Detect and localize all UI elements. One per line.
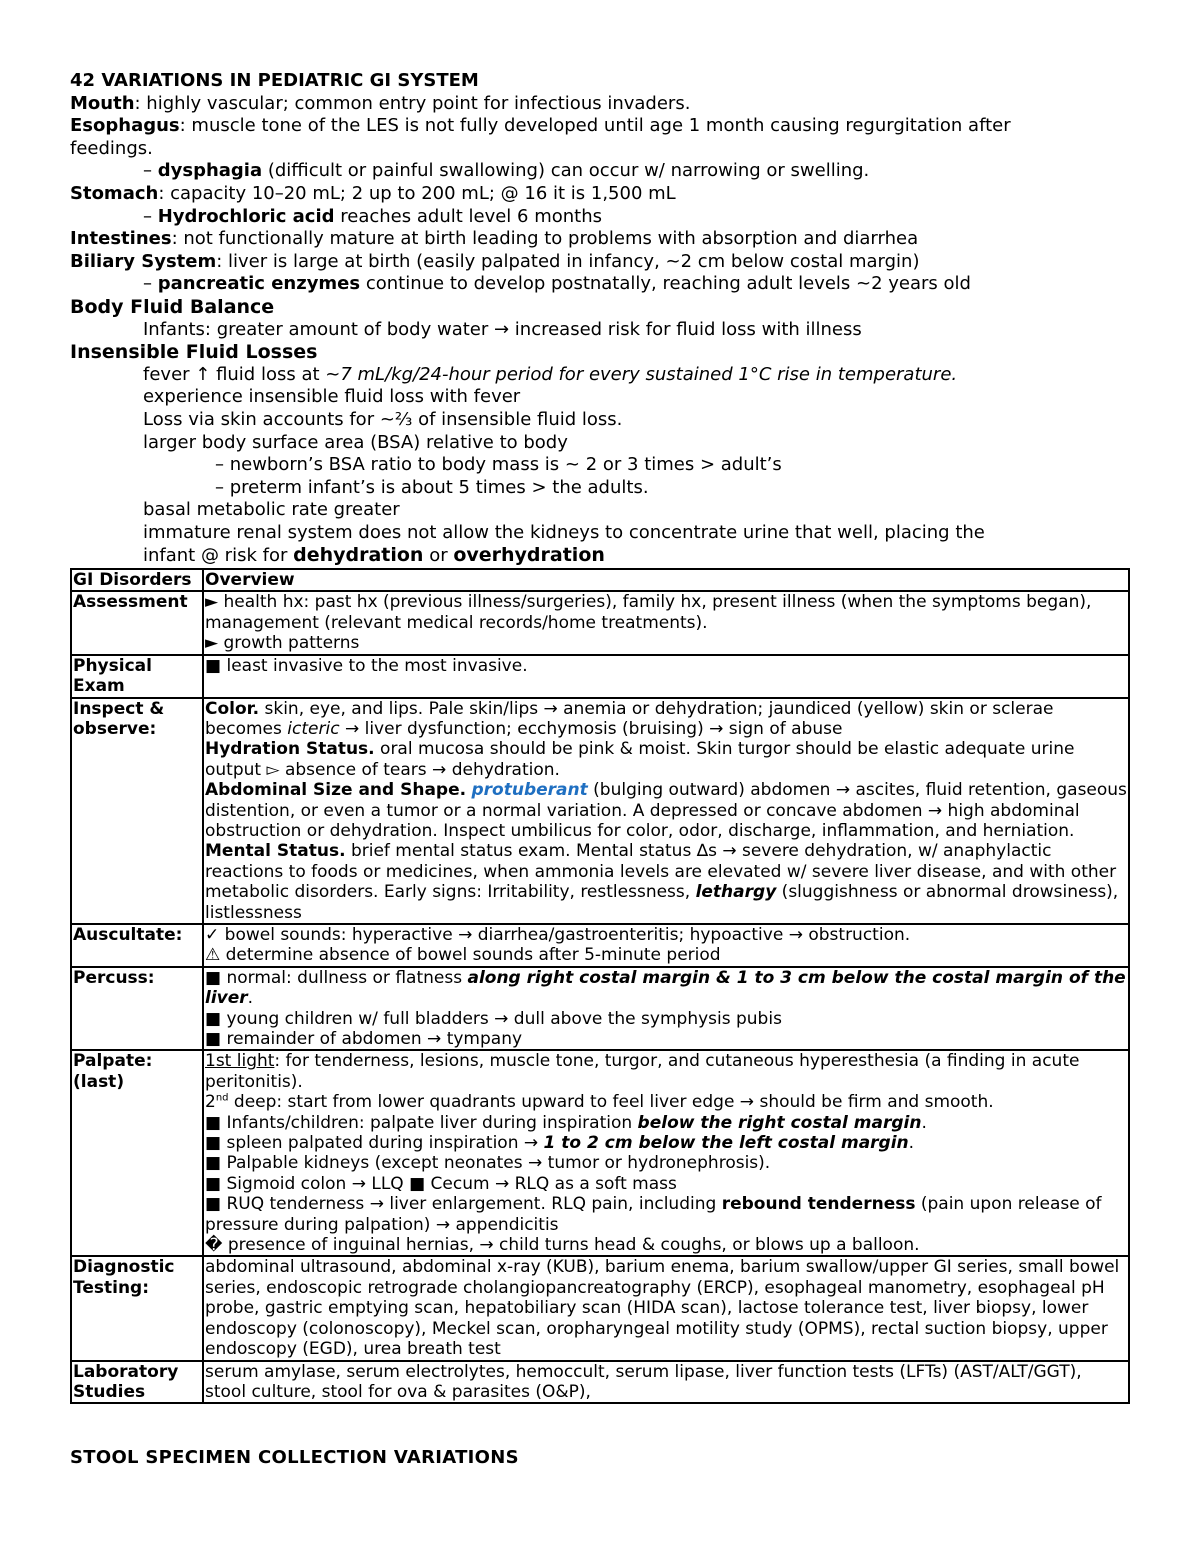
cell-text: ■ RUQ tenderness → liver enlargement. RLQ pain, including <box>205 1194 722 1215</box>
cell-text: (pain upon release of pressure during palpation) → appendicitis <box>205 1194 1102 1235</box>
hydration-title: Hydration Status. <box>205 739 375 760</box>
lethargy-term: lethargy <box>695 882 777 903</box>
table-row <box>71 655 1129 698</box>
table-row <box>71 1050 1129 1256</box>
row-content <box>203 591 1129 654</box>
cell-text: . <box>908 1133 915 1154</box>
row-label: Inspect & observe: <box>71 698 203 924</box>
stomach-text: : capacity 10–20 mL; 2 up to 200 mL; @ 16 it is 1,500 mL <box>158 182 676 204</box>
insensible-item <box>70 522 1130 545</box>
mental-title: Mental Status. <box>205 841 346 862</box>
cell-line <box>205 699 1127 740</box>
ordinal-sup: nd <box>215 1092 229 1104</box>
intestines-text: : not functionally mature at birth leading to problems with absorption and diarrhea <box>171 228 919 250</box>
cell-text: oral mucosa should be pink & moist. Skin turgor should be elastic adequate urine output ▻ absence of tears → dehydration. <box>205 739 1075 780</box>
fever-text: fever ↑ fluid loss at <box>143 363 326 385</box>
table-header-row <box>71 569 1129 591</box>
cell-text: ■ spleen palpated during inspiration → <box>205 1133 544 1154</box>
cell-text: brief mental status exam. Mental status ∆s → severe dehydration, w/ anaphylactic reactions to foods or medicines, when ammonia levels are elevated w/ severe liver disease, and with other metabolic disorders. Early signs: Irritability, restlessness, <box>205 841 1117 903</box>
row-content <box>203 1050 1129 1256</box>
cell-line: ✓ bowel sounds: hyperactive → diarrhea/gastroenteritis; hypoactive → obstruction. <box>205 924 911 945</box>
item-text: immature renal system does not allow the kidneys to concentrate urine that well, placing the <box>143 521 985 543</box>
cell-line <box>205 1194 1127 1235</box>
stomach-line <box>70 183 1130 206</box>
cell-emphasis: along right costal margin & 1 to 3 cm below the costal margin of the liver <box>205 967 1126 1009</box>
hcl-text: reaches adult level 6 months <box>334 205 602 227</box>
cell-line: � presence of inguinal hernias, → child turns head & coughs, or blows up a balloon. <box>205 1235 920 1256</box>
cell-text: skin, eye, and lips. Pale skin/lips → anemia or dehydration; jaundiced (yellow) skin or sclerae becomes <box>205 698 1054 739</box>
esophagus-label: Esophagus <box>70 115 180 137</box>
icteric-term: icteric <box>287 718 340 739</box>
dysphagia-text: (difficult or painful swallowing) can occur w/ narrowing or swelling. <box>262 160 870 182</box>
cell-line: ► growth patterns <box>205 633 360 654</box>
row-content <box>203 1256 1129 1360</box>
cell-line <box>205 1133 1127 1153</box>
esophagus-line <box>70 115 1130 138</box>
insensible-heading: Insensible Fluid Losses <box>70 341 318 364</box>
hcl-term: Hydrochloric acid <box>157 205 335 227</box>
cell-text: (bulging outward) abdomen → ascites, fluid retention, gaseous distention, or even a tumor or a normal variation. A depressed or concave abdomen → high abdominal obstruction or dehydration. Inspect umbilicus for color, odor, discharge, inflammation, and herniation. <box>205 780 1127 841</box>
cell-line: abdominal ultrasound, abdominal x-ray (KUB), barium enema, barium swallow/upper GI series, small bowel series, endoscopic retrograde cholangiopancreatography (ERCP), esophageal manometry, esophageal pH probe, gastric emptying scan, hepatobiliary scan (HIDA scan), lactose tolerance test, liver biopsy, lower endoscopy (colonoscopy), Meckel scan, oropharyngeal motility study (OPMS), rectal suction biopsy, upper endoscopy (EGD), urea breath test <box>205 1257 1120 1360</box>
header-cell-overview: Overview <box>203 569 1129 591</box>
protuberant-term: protuberant <box>471 780 588 801</box>
cell-line: ■ remainder of abdomen → tympany <box>205 1029 523 1049</box>
row-label: Auscultate: <box>71 924 203 967</box>
first-light: 1st light <box>205 1051 275 1072</box>
cell-line: ■ Palpable kidneys (except neonates → tumor or hydronephrosis). <box>205 1153 771 1174</box>
row-label: Laboratory Studies <box>71 1361 203 1404</box>
cell-line: ■ least invasive to the most invasive. <box>205 655 528 676</box>
cell-line <box>205 780 1127 841</box>
cell-text: . <box>247 988 254 1009</box>
pancreatic-line <box>70 273 1130 296</box>
body-fluid-item <box>70 319 1130 342</box>
esophagus-text: : muscle tone of the LES is not fully developed until age 1 month causing regurgitation after <box>179 115 1011 137</box>
header-cell-disorders: GI Disorders <box>71 569 203 591</box>
item-text: Loss via skin accounts for ~⅔ of insensible fluid loss. <box>143 408 623 430</box>
dash: – <box>143 273 158 295</box>
cell-line: serum amylase, serum electrolytes, hemoccult, serum lipase, liver function tests (LFTs) (AST/ALT/GGT), stool culture, stool for ova & parasites (O&P), <box>205 1361 1082 1402</box>
intestines-label: Intestines <box>70 228 172 250</box>
dash: – <box>143 205 158 227</box>
abdominal-title: Abdominal Size and Shape. <box>205 780 467 801</box>
row-label: Palpate: (last) <box>71 1050 203 1256</box>
cell-text: deep: start from lower quadrants upward to feel liver edge → should be firm and smooth. <box>228 1092 994 1113</box>
overhydration-term: overhydration <box>453 544 605 567</box>
row-label: Assessment <box>71 591 203 654</box>
insensible-item <box>70 409 1130 432</box>
body-fluid-text: Infants: greater amount of body water → increased risk for fluid loss with illness <box>143 318 862 340</box>
item-text: basal metabolic rate greater <box>143 499 400 521</box>
row-label: Percuss: <box>71 967 203 1051</box>
item-text: infant @ risk for <box>143 545 294 567</box>
mouth-line <box>70 93 1130 116</box>
row-content <box>203 924 1129 967</box>
table-row <box>71 698 1129 924</box>
rebound-term: rebound tenderness <box>721 1194 916 1215</box>
cell-line <box>205 1092 1127 1112</box>
insensible-item-cont <box>70 544 1130 568</box>
biliary-text: : liver is large at birth (easily palpated in infancy, ~2 cm below costal margin) <box>216 250 920 272</box>
cell-text: 2 <box>205 1092 216 1113</box>
fever-italic: ~7 mL/kg/24-hour period for every sustained 1°C rise in temperature. <box>325 363 958 385</box>
dysphagia-term: dysphagia <box>157 160 263 182</box>
item-text: larger body surface area (BSA) relative to body <box>143 431 568 453</box>
document-title: 42 VARIATIONS IN PEDIATRIC GI SYSTEM <box>70 70 479 91</box>
cell-text: ■ normal: dullness or flatness <box>205 967 468 988</box>
hcl-line <box>70 206 1130 229</box>
insensible-item <box>70 386 1130 409</box>
color-title: Color. <box>205 698 260 719</box>
row-content <box>203 967 1129 1051</box>
insensible-item <box>70 432 1130 455</box>
table-row <box>71 591 1129 654</box>
row-label: Diagnostic Testing: <box>71 1256 203 1360</box>
section-heading-stool: STOOL SPECIMEN COLLECTION VARIATIONS <box>70 1447 519 1468</box>
cell-emphasis: 1 to 2 cm below the left costal margin <box>543 1133 909 1154</box>
insensible-subitem: – newborn’s BSA ratio to body mass is ~ 2 or 3 times > adult’s <box>215 454 782 476</box>
row-label: Physical Exam <box>71 655 203 698</box>
row-content <box>203 655 1129 698</box>
insensible-subitem: – preterm infant’s is about 5 times > the adults. <box>215 476 649 498</box>
dash: – <box>143 160 158 182</box>
esophagus-line-2: feedings. <box>70 137 153 159</box>
intestines-line <box>70 228 1130 251</box>
cell-line: ■ young children w/ full bladders → dull above the symphysis pubis <box>205 1008 782 1029</box>
cell-line <box>205 1051 1127 1092</box>
insensible-item <box>70 499 1130 522</box>
item-text: experience insensible fluid loss with fever <box>143 386 521 408</box>
mouth-text: : highly vascular; common entry point for infectious invaders. <box>134 92 691 114</box>
cell-line: ► health hx: past hx (previous illness/surgeries), family hx, present illness (when the symptoms began), management (relevant medical records/home treatments). <box>205 592 1092 633</box>
row-content <box>203 698 1129 924</box>
dehydration-term: dehydration <box>293 544 424 567</box>
insensible-item-fever <box>70 364 1130 387</box>
cell-text: → liver dysfunction; ecchymosis (bruising) → sign of abuse <box>339 718 843 739</box>
cell-line <box>205 968 1127 1009</box>
cell-line <box>205 739 1127 780</box>
table-row <box>71 967 1129 1051</box>
cell-line: ⚠ determine absence of bowel sounds after 5-minute period <box>205 945 721 966</box>
cell-text: (sluggishness or abnormal drowsiness), listlessness <box>205 882 1119 923</box>
cell-text: : for tenderness, lesions, muscle tone, turgor, and cutaneous hyperesthesia (a finding in acute peritonitis). <box>205 1051 1080 1092</box>
table-row <box>71 1256 1129 1360</box>
mouth-label: Mouth <box>70 92 135 114</box>
table-row <box>71 924 1129 967</box>
cell-text: ■ Infants/children: palpate liver during inspiration <box>205 1112 638 1133</box>
gi-disorders-table <box>70 568 1130 1404</box>
row-content <box>203 1361 1129 1404</box>
document-page <box>70 70 1130 1404</box>
pancreatic-term: pancreatic enzymes <box>157 273 361 295</box>
table-row <box>71 1361 1129 1404</box>
cell-line <box>205 841 1127 923</box>
cell-text: . <box>921 1112 927 1133</box>
pancreatic-text: continue to develop postnatally, reaching adult levels ~2 years old <box>360 273 971 295</box>
biliary-line <box>70 251 1130 274</box>
item-text: or <box>423 545 454 567</box>
cell-line <box>205 1113 1127 1133</box>
dysphagia-line <box>70 160 1130 183</box>
biliary-label: Biliary System <box>70 250 217 272</box>
cell-line: ■ Sigmoid colon → LLQ ■ Cecum → RLQ as a soft mass <box>205 1173 677 1194</box>
stomach-label: Stomach <box>70 182 159 204</box>
cell-emphasis: below the right costal margin <box>637 1112 922 1133</box>
body-fluid-heading: Body Fluid Balance <box>70 295 275 318</box>
